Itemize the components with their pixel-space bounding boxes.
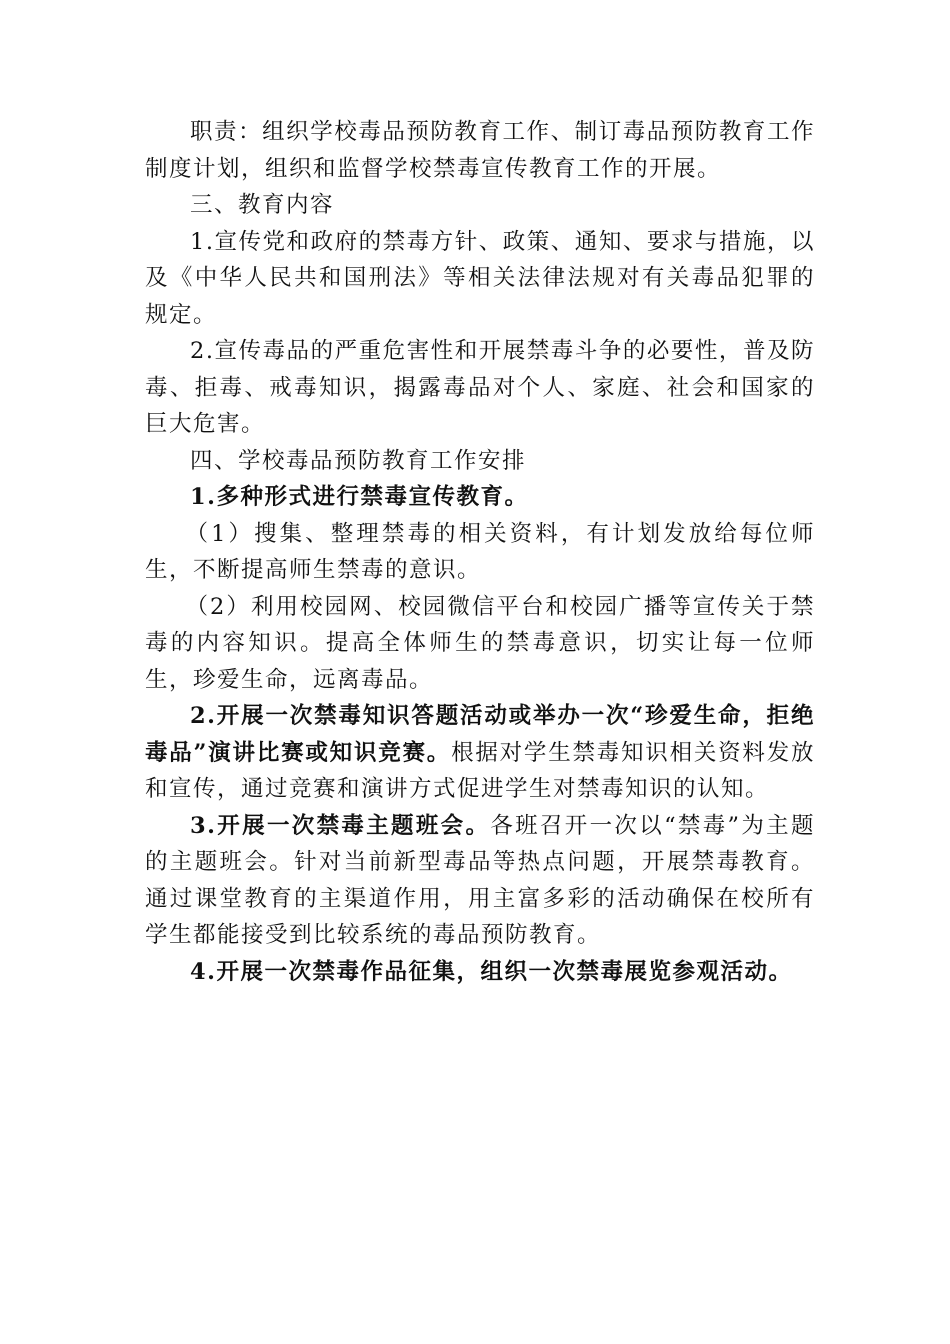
arrangement-item-3-text: 各班召开一次以“禁毒”为主题的主题班会。针对当前新型毒品等热点问题，开展禁毒教育。通过课堂教育的主渠道作用，用主富多彩的活动确保在校所有学生都能接受到比较系统的毒品预防教育。 [145,812,815,948]
section-heading-education-content: 三、教育内容 [190,192,335,218]
arrangement-item-1-title: 1.多种形式进行禁毒宣传教育。 [190,484,529,510]
arrangement-item-2-text: 根据对学生禁毒知识相关资料发放和宣传，通过竞赛和演讲方式促进学生对禁毒知识的认知。 [145,739,815,802]
document-page [145,114,815,990]
arrangement-item-1-sub-2: （2）利用校园网、校园微信平台和校园广播等宣传关于禁毒的内容知识。提高全体师生的禁毒意识，切实让每一位师生，珍爱生命，远离毒品。 [145,593,815,693]
arrangement-item-2 [145,698,815,808]
responsibility-paragraph: 职责：组织学校毒品预防教育工作、制订毒品预防教育工作制度计划，组织和监督学校禁毒宣传教育工作的开展。 [145,119,815,182]
arrangement-item-4-title: 4.开展一次禁毒作品征集，组织一次禁毒展览参观活动。 [190,958,793,985]
section-heading-work-arrangement: 四、学校毒品预防教育工作安排 [190,447,527,474]
arrangement-item-3-title: 3.开展一次禁毒主题班会。 [190,812,491,839]
content-item-1: 1.宣传党和政府的禁毒方针、政策、通知、要求与措施，以及《中华人民共和国刑法》等相关法律法规对有关毒品犯罪的规定。 [145,228,815,328]
arrangement-item-1-sub-1: （1）搜集、整理禁毒的相关资料，有计划发放给每位师生，不断提高师生禁毒的意识。 [145,520,815,583]
content-item-2: 2.宣传毒品的严重危害性和开展禁毒斗争的必要性，普及防毒、拒毒、戒毒知识，揭露毒品对个人、家庭、社会和国家的巨大危害。 [145,338,815,437]
arrangement-item-2-title: 2.开展一次禁毒知识答题活动或举办一次“珍爱生命，拒绝毒品”演讲比赛或知识竞赛。 [145,703,815,766]
arrangement-item-3 [145,808,815,954]
